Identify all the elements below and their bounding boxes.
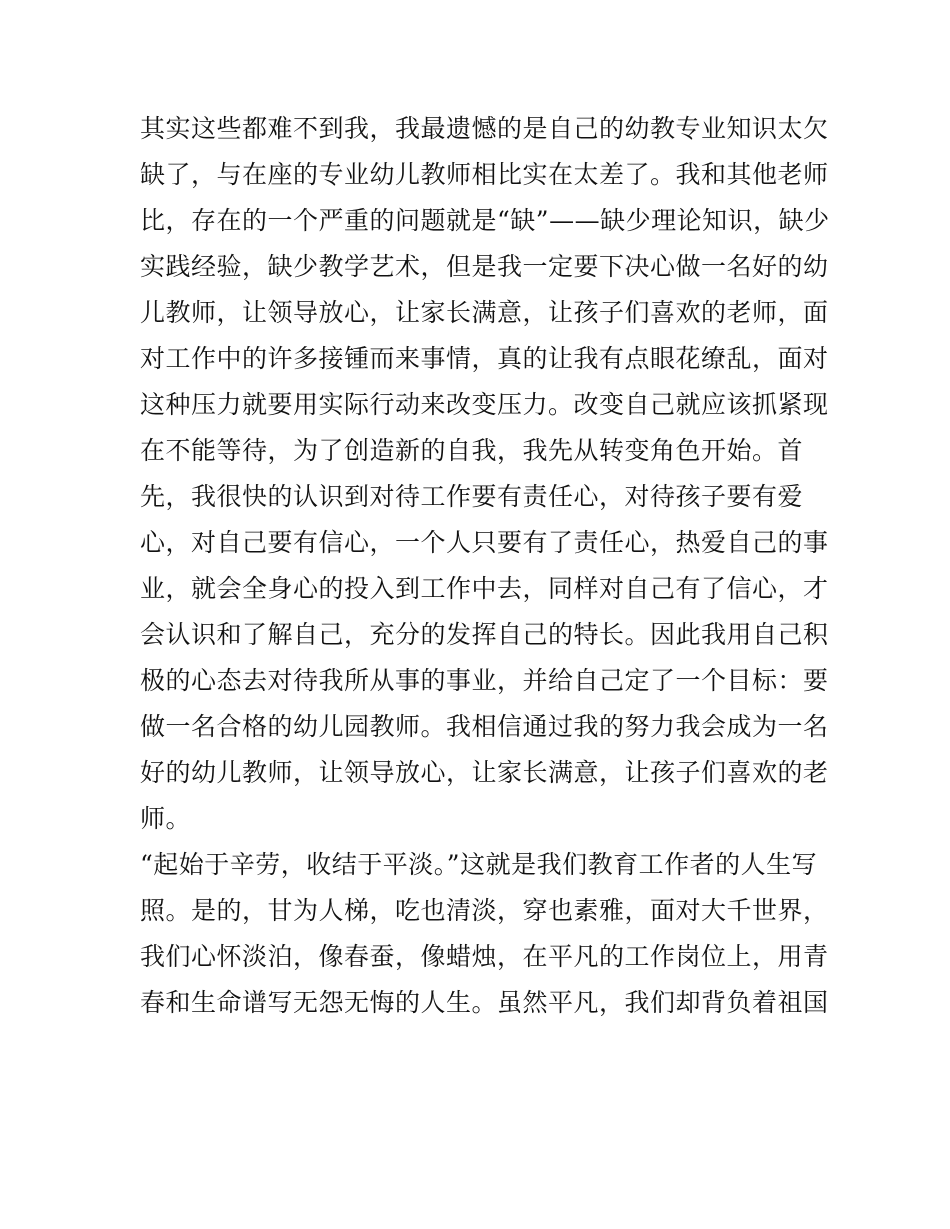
text-line: 儿教师，让领导放心，让家长满意，让孩子们喜欢的老师，面 (140, 298, 829, 327)
text-line: 极的心态去对待我所从事的事业，并给自己定了一个目标：要 (140, 666, 829, 695)
text-line: 业，就会全身心的投入到工作中去，同样对自己有了信心，才 (140, 574, 829, 603)
text-line: 心，对自己要有信心，一个人只要有了责任心，热爱自己的事 (140, 528, 829, 557)
text-line: 照。是的，甘为人梯，吃也清淡，穿也素雅，面对大千世界， (140, 896, 829, 925)
text-line: 其实这些都难不到我，我最遗憾的是自己的幼教专业知识太欠 (140, 114, 829, 143)
text-line: 这种压力就要用实际行动来改变压力。改变自己就应该抓紧现 (140, 390, 829, 419)
text-line: 做一名合格的幼儿园教师。我相信通过我的努力我会成为一名 (140, 712, 829, 741)
text-line: 好的幼儿教师，让领导放心，让家长满意，让孩子们喜欢的老 (140, 758, 829, 787)
text-line: 对工作中的许多接锺而来事情，真的让我有点眼花缭乱，面对 (140, 344, 829, 373)
text-line: “起始于辛劳，收结于平淡。”这就是我们教育工作者的人生写 (140, 850, 818, 879)
text-line: 缺了，与在座的专业幼儿教师相比实在太差了。我和其他老师 (140, 160, 829, 189)
text-line: 会认识和了解自己，充分的发挥自己的特长。因此我用自己积 (140, 620, 829, 649)
text-line: 我们心怀淡泊，像春蚕，像蜡烛，在平凡的工作岗位上，用青 (140, 942, 829, 971)
text-line: 在不能等待，为了创造新的自我，我先从转变角色开始。首 (140, 436, 804, 465)
text-line: 春和生命谱写无怨无悔的人生。虽然平凡，我们却背负着祖国 (140, 988, 829, 1017)
text-line: 师。 (140, 804, 192, 833)
body-text (140, 106, 830, 1026)
text-line: 先，我很快的认识到对待工作要有责任心，对待孩子要有爱 (140, 482, 804, 511)
text-line: 比，存在的一个严重的问题就是“缺”——缺少理论知识，缺少 (140, 206, 830, 235)
text-line: 实践经验，缺少教学艺术，但是我一定要下决心做一名好的幼 (140, 252, 829, 281)
